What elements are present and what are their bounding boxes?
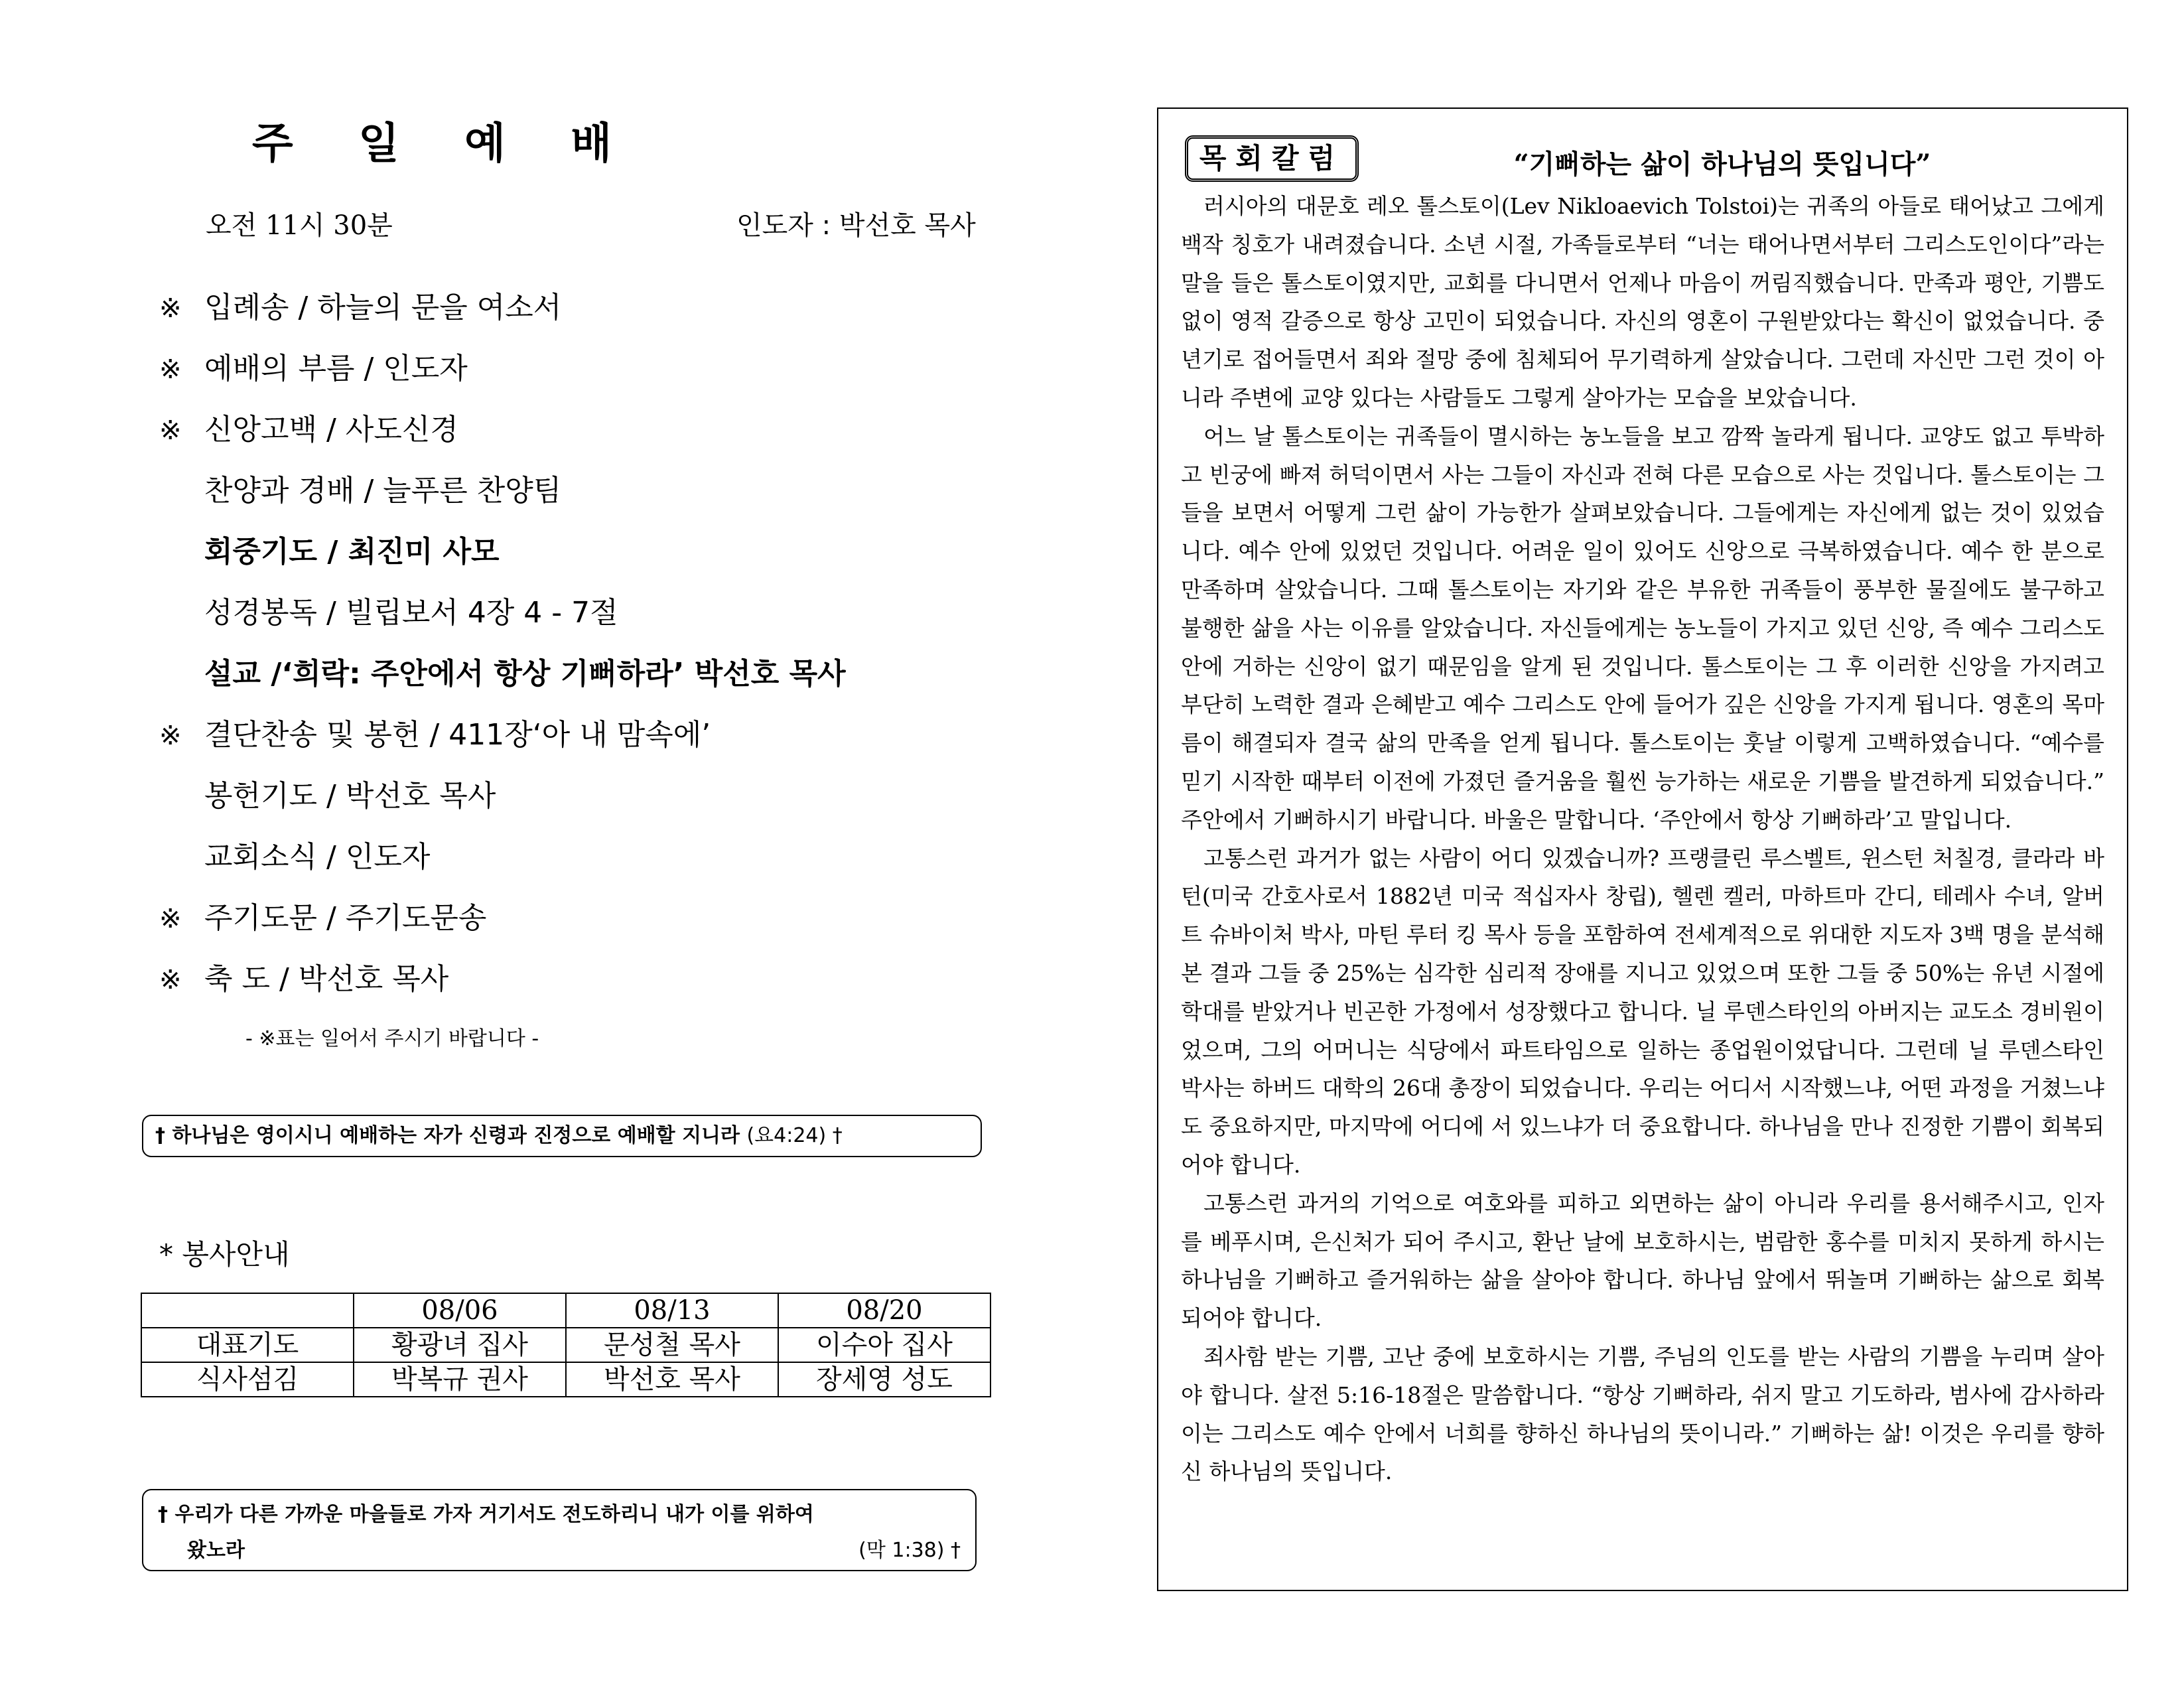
verse-box <box>142 1115 982 1157</box>
column-paragraph: 고통스런 과거가 없는 사람이 어디 있겠습니까? 프랭클린 루스벨트, 윈스턴 처칠경, 클라라 바턴(미국 간호사로서 1882년 미국 적십자사 창립), 헬렌 켈러, 마하트마 간디, 테레사 수녀, 알버트 슈바이처 박사, 마틴 루터 킹 목사 등을 포함하여 전세계적으로 위대한 지도자 3백 명을 분석해 본 결과 그들 중 25%는 심각한 심리적 장애를 지니고 있었으며 또한 그들 중 50%는 유년 시절에 학대를 받았거나 빈곤한 가정에서 성장했다고 합니다. 닐 루덴스타인의 아버지는 교도소 경비원이었으며, 그의 어머니는 식당에서 파트타임으로 일하는 종업원이었답니다. 그런데 닐 루덴스타인 박사는 하버드 대학의 26대 총장이 되었습니다. 우리는 어디서 시작했느냐, 어떤 과정을 거쳤느냐도 중요하지만, 마지막에 어디에 서 있느냐가 더 중요합니다. 하나님을 만나 진정한 기쁨이 회복되어야 합니다. <box>1181 845 2104 1178</box>
pastor-column <box>1157 107 2128 1591</box>
verse-box <box>142 1489 977 1571</box>
standing-mark: ※ <box>159 354 182 385</box>
worship-title: 주 일 예 배 <box>251 119 638 169</box>
order-item <box>159 888 1022 949</box>
table-row <box>141 1328 990 1362</box>
service-title: * 봉사안내 <box>159 1238 290 1271</box>
table-corner-cell <box>141 1293 354 1328</box>
role-cell: 대표기도 <box>141 1328 354 1362</box>
order-item-text: 결단찬송 및 봉헌 / 411장‘아 내 맘속에’ <box>204 718 711 752</box>
verse-text: † 우리가 다른 가까운 마을들로 가자 거기서도 전도하리니 내가 이를 위하여 <box>158 1503 814 1526</box>
order-item-text: 회중기도 / 최진미 사모 <box>204 535 500 569</box>
standing-mark: ※ <box>159 415 182 446</box>
person-cell: 문성철 목사 <box>566 1328 778 1362</box>
date-header: 08/06 <box>354 1293 566 1328</box>
order-item <box>159 277 1022 338</box>
standing-mark: ※ <box>159 965 182 995</box>
right-page <box>1092 0 2184 1692</box>
verse-reference: (막 1:38) † <box>858 1539 961 1562</box>
order-item <box>159 338 1022 399</box>
worship-time: 오전 11시 30분 <box>206 210 393 241</box>
order-item-text: 입례송 / 하늘의 문을 여소서 <box>204 291 562 324</box>
role-cell: 식사섬김 <box>141 1362 354 1397</box>
standing-note: - ※표는 일어서 주시기 바랍니다 - <box>245 1027 539 1050</box>
standing-mark: ※ <box>159 721 182 751</box>
standing-mark: ※ <box>159 904 182 934</box>
order-item-text: 축 도 / 박선호 목사 <box>204 962 449 996</box>
order-item <box>159 827 1022 888</box>
order-item-text: 봉헌기도 / 박선호 목사 <box>204 779 496 813</box>
column-paragraph: 러시아의 대문호 레오 톨스토이(Lev Nikloaevich Tolstoi)는 귀족의 아들로 태어났고 그에게 백작 칭호가 내려졌습니다. 소년 시절, 가족들로부터 “너는 태어나면서부터 그리스도인이다”라는 말을 들은 톨스토이였지만, 교회를 다니면서 언제나 마음이 꺼림직했습니다. 만족과 평안, 기쁨도 없이 영적 갈증으로 항상 고민이 되었습니다. 자신의 영혼이 구원받았다는 확신이 없었습니다. 중년기로 접어들면서 죄와 절망 중에 침체되어 무기력하게 살았습니다. 그런데 자신만 그런 것이 아니라 주변에 교양 있다는 사람들도 그렇게 살아가는 모습을 보았습니다. <box>1181 193 2104 411</box>
column-paragraph: 죄사함 받는 기쁨, 고난 중에 보호하시는 기쁨, 주님의 인도를 받는 사람의 기쁨을 누리며 살아야 합니다. 살전 5:16-18절은 말씀합니다. “항상 기뻐하라, 쉬지 말고 기도하라, 범사에 감사하라 이는 그리스도 예수 안에서 너희를 향하신 하나님의 뜻이니라.” 기뻐하는 삶! 이것은 우리를 향하신 하나님의 뜻입니다. <box>1181 1343 2104 1485</box>
verse-text: † 하나님은 영이시니 예배하는 자가 신령과 진정으로 예배할 지니라 <box>155 1124 740 1147</box>
order-item <box>159 644 1022 705</box>
order-item-text: 찬양과 경배 / 늘푸른 찬양팀 <box>204 474 562 508</box>
order-item <box>159 522 1022 583</box>
person-cell: 장세영 성도 <box>778 1362 990 1397</box>
person-cell: 황광녀 집사 <box>354 1328 566 1362</box>
order-item <box>159 583 1022 644</box>
column-paragraph: 어느 날 톨스토이는 귀족들이 멸시하는 농노들을 보고 깜짝 놀라게 됩니다. 교양도 없고 투박하고 빈궁에 빠져 허덕이면서 사는 그들이 자신과 전혀 다른 모습으로 사는 것입니다. 톨스토이는 그들을 보면서 어떻게 그런 삶이 가능한가 살펴보았습니다. 그들에게는 자신에게 없는 것이 있었습니다. 예수 안에 있었던 것입니다. 어려운 일이 있어도 신앙으로 극복하였습니다. 예수 한 분으로 만족하며 살았습니다. 그때 톨스토이는 자기와 같은 부유한 귀족들이 풍부한 물질에도 불구하고 불행한 삶을 사는 이유를 알았습니다. 자신들에게는 농노들이 가지고 있던 신앙, 즉 예수 그리스도 안에 거하는 신앙이 없기 때문임을 알게 된 것입니다. 톨스토이는 그 후 이러한 신앙을 가지려고 부단히 노력한 결과 은혜받고 예수 그리스도 안에 들어가 깊은 신앙을 가지게 됩니다. 영혼의 목마름이 해결되자 결국 삶의 만족을 얻게 됩니다. 톨스토이는 훗날 이렇게 고백하였습니다. “예수를 믿기 시작한 때부터 이전에 가졌던 즐거움을 훨씬 능가하는 새로운 기쁨을 발견하게 되었습니다.” 주안에서 기뻐하시기 바랍니다. 바울은 말합니다. ‘주안에서 항상 기뻐하라’고 말입니다. <box>1181 423 2104 833</box>
order-item <box>159 949 1022 1010</box>
order-item-text: 신앙고백 / 사도신경 <box>204 413 458 447</box>
order-item-text: 설교 /‘희락: 주안에서 항상 기뻐하라’ 박선호 목사 <box>204 657 846 691</box>
column-paragraph: 고통스런 과거의 기억으로 여호와를 피하고 외면하는 삶이 아니라 우리를 용서해주시고, 인자를 베푸시며, 은신처가 되어 주시고, 환난 날에 보호하시는, 범람한 홍수를 미치지 못하게 하시는 하나님을 기뻐하고 즐거워하는 삶을 살아야 합니다. 하나님 앞에서 뛰놀며 기뻐하는 삶으로 회복되어야 합니다. <box>1181 1190 2104 1332</box>
column-label: 목회칼럼 <box>1185 135 1359 182</box>
order-item <box>159 399 1022 460</box>
order-of-worship <box>159 277 1022 1010</box>
standing-mark: ※ <box>159 293 182 324</box>
date-header: 08/20 <box>778 1293 990 1328</box>
table-row <box>141 1362 990 1397</box>
order-item-text: 성경봉독 / 빌립보서 4장 4 - 7절 <box>204 596 618 630</box>
worship-leader: 인도자 : 박선호 목사 <box>736 210 976 241</box>
column-body <box>1181 187 2104 1491</box>
person-cell: 이수아 집사 <box>778 1328 990 1362</box>
person-cell: 박복규 권사 <box>354 1362 566 1397</box>
order-item-text: 주기도문 / 주기도문송 <box>204 901 487 935</box>
person-cell: 박선호 목사 <box>566 1362 778 1397</box>
date-header: 08/13 <box>566 1293 778 1328</box>
order-item <box>159 705 1022 766</box>
table-header-row <box>141 1293 990 1328</box>
verse-reference: (요4:24) † <box>746 1124 843 1147</box>
verse-text-continued: 왔노라 <box>187 1539 245 1562</box>
order-item-text: 예배의 부름 / 인도자 <box>204 352 468 386</box>
order-item <box>159 766 1022 827</box>
column-title: “기뻐하는 삶이 하나님의 뜻입니다” <box>1513 149 1931 180</box>
service-table <box>141 1293 991 1397</box>
order-item-text: 교회소식 / 인도자 <box>204 840 431 874</box>
order-item <box>159 460 1022 522</box>
verse-line <box>158 1533 961 1569</box>
